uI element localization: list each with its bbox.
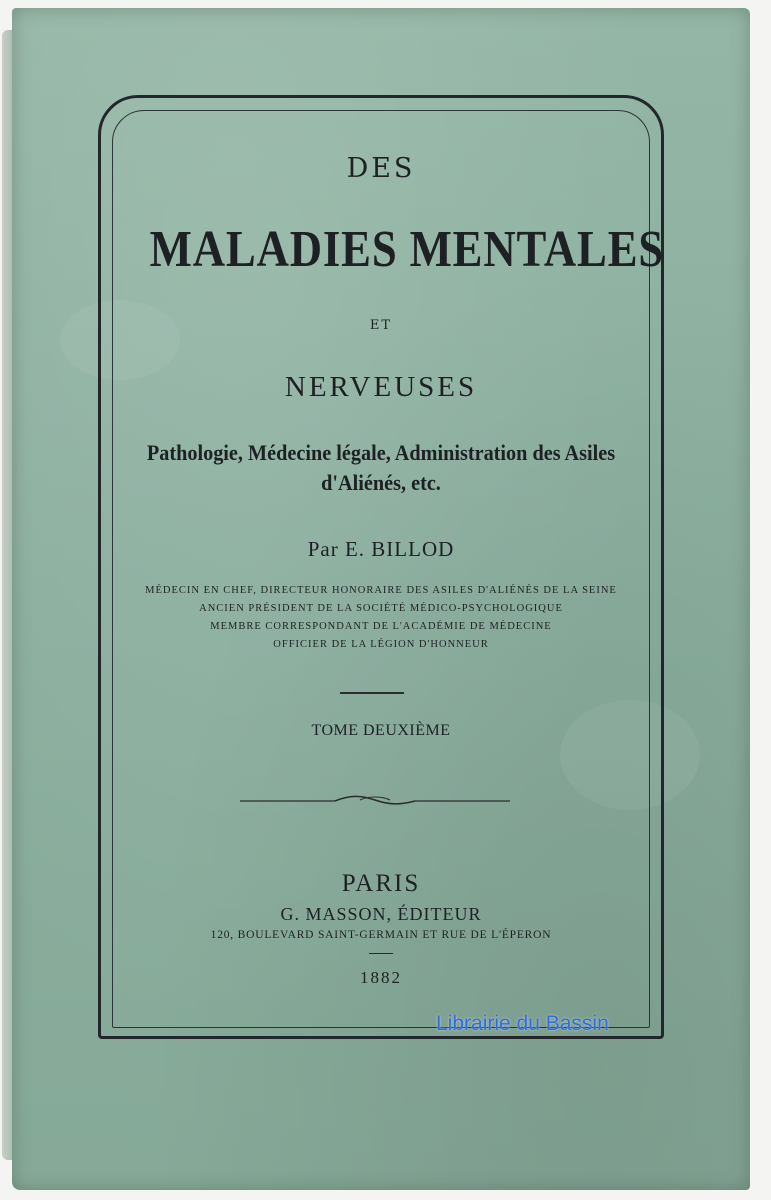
publication-year: 1882 bbox=[360, 968, 402, 987]
credential-line: OFFICIER DE LA LÉGION D'HONNEUR bbox=[273, 639, 489, 650]
credential-line: MÉDECIN EN CHEF, DIRECTEUR HONORAIRE DES ASILES D'ALIÉNÉS DE LA SEINE bbox=[145, 585, 617, 596]
publisher-name: G. MASSON, ÉDITEUR bbox=[280, 904, 482, 924]
publisher-address: 120, BOULEVARD SAINT-GERMAIN ET RUE DE L'ÉPERON bbox=[210, 929, 552, 941]
credential-line: MEMBRE CORRESPONDANT DE L'ACADÉMIE DE MÉDECINE bbox=[210, 621, 552, 632]
divider-rule bbox=[340, 692, 404, 694]
title-nerveuses: NERVEUSES bbox=[284, 371, 478, 403]
subtitle-line-2: d'Aliénés, etc. bbox=[321, 470, 441, 495]
decorative-ornament bbox=[240, 792, 510, 808]
author-line: Par E. BILLOD bbox=[307, 537, 455, 561]
title-des: DES bbox=[346, 153, 416, 184]
seller-watermark: Librairie du Bassin bbox=[436, 1012, 609, 1035]
volume-label: TOME DEUXIÈME bbox=[311, 722, 451, 739]
divider-rule-small bbox=[369, 953, 393, 954]
credential-line: ANCIEN PRÉSIDENT DE LA SOCIÉTÉ MÉDICO-PSYCHOLOGIQUE bbox=[199, 603, 563, 614]
subtitle-line-1: Pathologie, Médecine légale, Administration des Asiles bbox=[146, 440, 616, 465]
publication-city: PARIS bbox=[341, 870, 421, 897]
title-et: ET bbox=[369, 318, 393, 333]
book-title: MALADIES MENTALES bbox=[149, 221, 665, 278]
